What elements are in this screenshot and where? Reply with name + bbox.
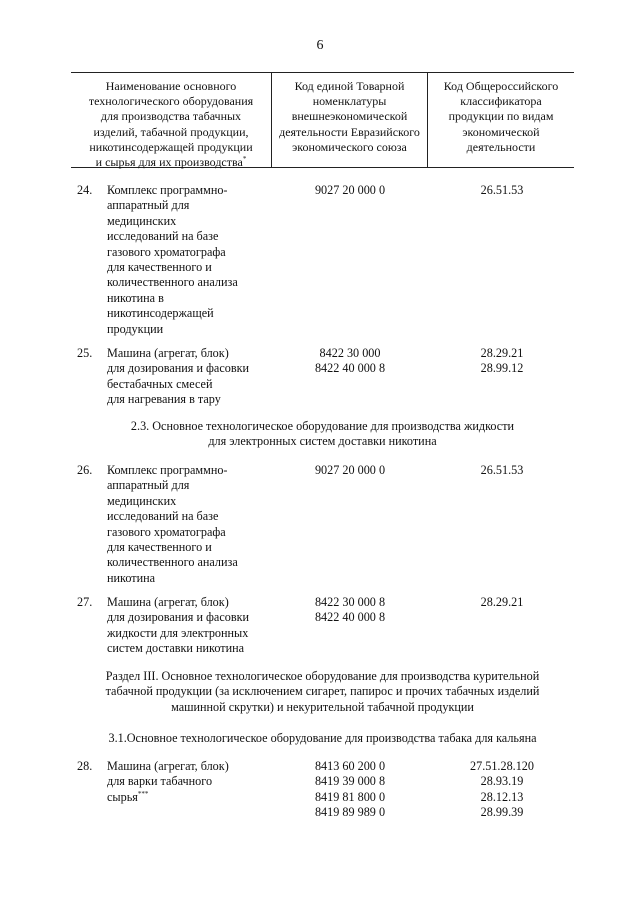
header-okpd-code: Код Общероссийского классификатора продукции по видам экономической деятельности (427, 73, 574, 167)
okpd-codes: 26.51.53 (480, 463, 524, 477)
equipment-name: Машина (агрегат, блок) для дозирования и фасовки бестабачных смесей для нагревания в тару (107, 346, 250, 407)
row-number: 27. (77, 595, 93, 609)
okpd-codes: 28.29.21 28.99.12 (480, 346, 524, 376)
equipment-name: Комплекс программно- аппаратный для медицинских исследований на базе газового хроматографа для качественного и количественного анализа никотина (107, 463, 238, 585)
equipment-name: Комплекс программно- аппаратный для медицинских исследований на базе газового хроматографа для качественного и количественного анализа никотина в никотинсодержащей продукции (107, 183, 238, 336)
page-number: 6 (316, 38, 324, 53)
okpd-codes: 26.51.53 (480, 183, 524, 197)
header-tnved-code: Код единой Товарной номенклатуры внешнеэкономической деятельности Евразийского экономического союза (271, 73, 427, 167)
tnved-codes: 8422 30 000 8 8422 40 000 8 (314, 595, 386, 625)
row-number: 25. (77, 346, 93, 360)
equipment-name: Машина (агрегат, блок) для дозирования и фасовки жидкости для электронных систем доставки никотина (107, 595, 250, 656)
header-equipment-name: Наименование основного технологического оборудования для производства табачных изделий, табачной продукции, никотинсодержащей продукции и сырья для их производства* (88, 79, 254, 170)
okpd-codes: 27.51.28.120 28.93.19 28.12.13 28.99.39 (470, 759, 534, 820)
section-heading-3: Раздел III. Основное технологическое оборудование для производства курительной табачной продукции (за исключением сигарет, папирос и прочих табачных изделий машинной скрутки) и некурительной табачной продукции (105, 669, 540, 714)
tnved-codes: 9027 20 000 0 (314, 183, 386, 197)
table-header (71, 72, 574, 168)
tnved-codes: 8413 60 200 0 8419 39 000 8 8419 81 800 0 8419 89 989 0 (314, 759, 386, 820)
footnote-mark: * (242, 155, 247, 164)
okpd-codes: 28.29.21 (480, 595, 524, 609)
section-heading-3-1: 3.1.Основное технологическое оборудование для производства табака для кальяна (108, 731, 537, 745)
tnved-codes: 9027 20 000 0 (314, 463, 386, 477)
row-number: 24. (77, 183, 93, 197)
section-heading-2-3: 2.3. Основное технологическое оборудование для производства жидкости для электронных систем доставки никотина (130, 419, 515, 449)
tnved-codes: 8422 30 000 8422 40 000 8 (314, 346, 386, 376)
footnote-mark: *** (137, 789, 149, 798)
row-number: 28. (77, 759, 93, 773)
row-number: 26. (77, 463, 93, 477)
equipment-name: Машина (агрегат, блок) для варки табачного сырья*** (107, 759, 229, 804)
